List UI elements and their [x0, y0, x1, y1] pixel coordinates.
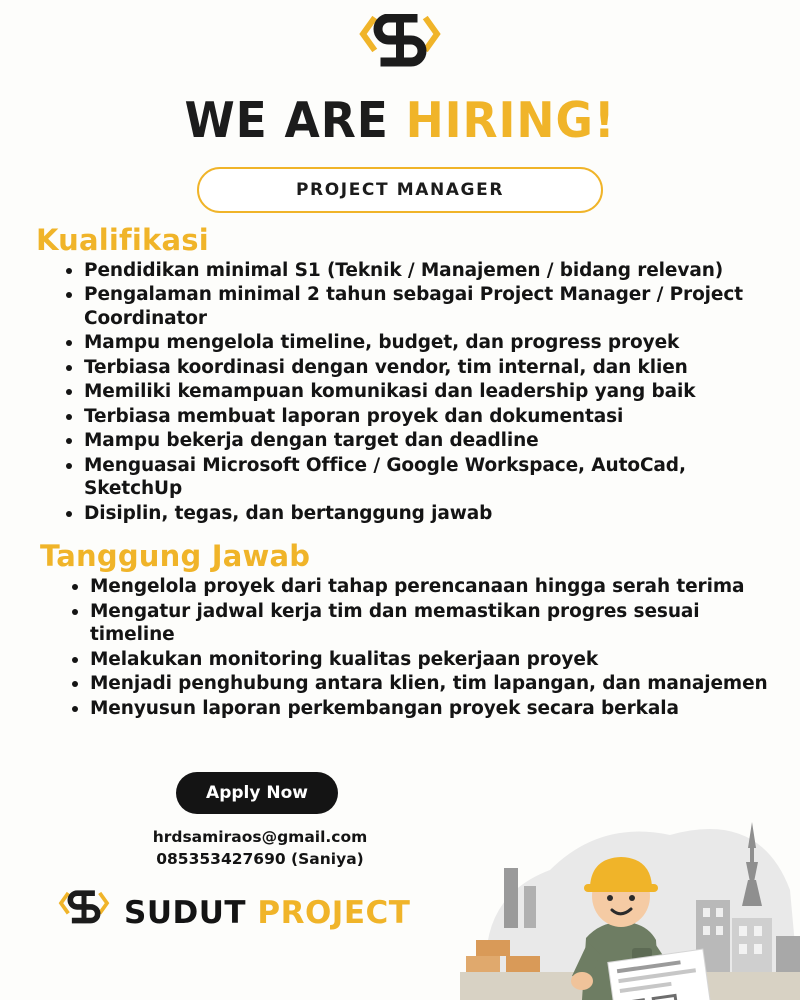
- responsibilities-list: [68, 575, 774, 720]
- sudut-logo-icon: [355, 14, 445, 76]
- list-item: Melakukan monitoring kualitas pekerjaan proyek: [68, 648, 774, 671]
- list-item: Disiplin, tegas, dan bertanggung jawab: [62, 502, 774, 525]
- construction-worker-illustration: [460, 750, 800, 1000]
- list-item: Memiliki kemampuan komunikasi dan leadership yang baik: [62, 380, 774, 403]
- brand-name-first: SUDUT: [124, 894, 247, 931]
- list-item: Pendidikan minimal S1 (Teknik / Manajemen / bidang relevan): [62, 259, 774, 282]
- list-item: Mampu bekerja dengan target dan deadline: [62, 429, 774, 452]
- qualifications-list: [62, 259, 774, 525]
- list-item: Menjadi penghubung antara klien, tim lapangan, dan manajemen: [68, 672, 774, 695]
- responsibilities-section: [0, 539, 800, 720]
- list-item: Mengatur jadwal kerja tim dan memastikan progres sesuai timeline: [68, 600, 774, 647]
- brand-name: [124, 895, 410, 931]
- list-item: Terbiasa koordinasi dengan vendor, tim internal, dan klien: [62, 356, 774, 379]
- contact-info: [60, 826, 460, 871]
- list-item: Terbiasa membuat laporan proyek dan dokumentasi: [62, 405, 774, 428]
- list-item: Mampu mengelola timeline, budget, dan progress proyek: [62, 331, 774, 354]
- apply-now-button[interactable]: Apply Now: [176, 772, 338, 814]
- qualifications-title: Kualifikasi: [36, 223, 209, 257]
- list-item: Pengalaman minimal 2 tahun sebagai Project Manager / Project Coordinator: [62, 283, 774, 330]
- brand-lockup: [56, 882, 410, 943]
- role-badge: [197, 167, 603, 213]
- list-item: Mengelola proyek dari tahap perencanaan hingga serah terima: [68, 575, 774, 598]
- brand-name-second: PROJECT: [257, 894, 411, 931]
- role-label: PROJECT MANAGER: [295, 180, 505, 200]
- list-item: Menguasai Microsoft Office / Google Workspace, AutoCad, SketchUp: [62, 454, 774, 501]
- headline-part-2: HIRING!: [405, 92, 616, 149]
- contact-phone[interactable]: 085353427690 (Saniya): [156, 850, 364, 869]
- contact-email[interactable]: hrdsamiraos@gmail.com: [152, 828, 368, 846]
- responsibilities-title: Tanggung Jawab: [40, 539, 311, 574]
- headline-part-1: WE ARE: [184, 92, 406, 149]
- page-title: [28, 92, 772, 149]
- poster-footer: [0, 750, 800, 1000]
- qualifications-section: [0, 223, 800, 525]
- sudut-logo-icon: [56, 882, 112, 943]
- list-item: Menyusun laporan perkembangan proyek secara berkala: [68, 697, 774, 720]
